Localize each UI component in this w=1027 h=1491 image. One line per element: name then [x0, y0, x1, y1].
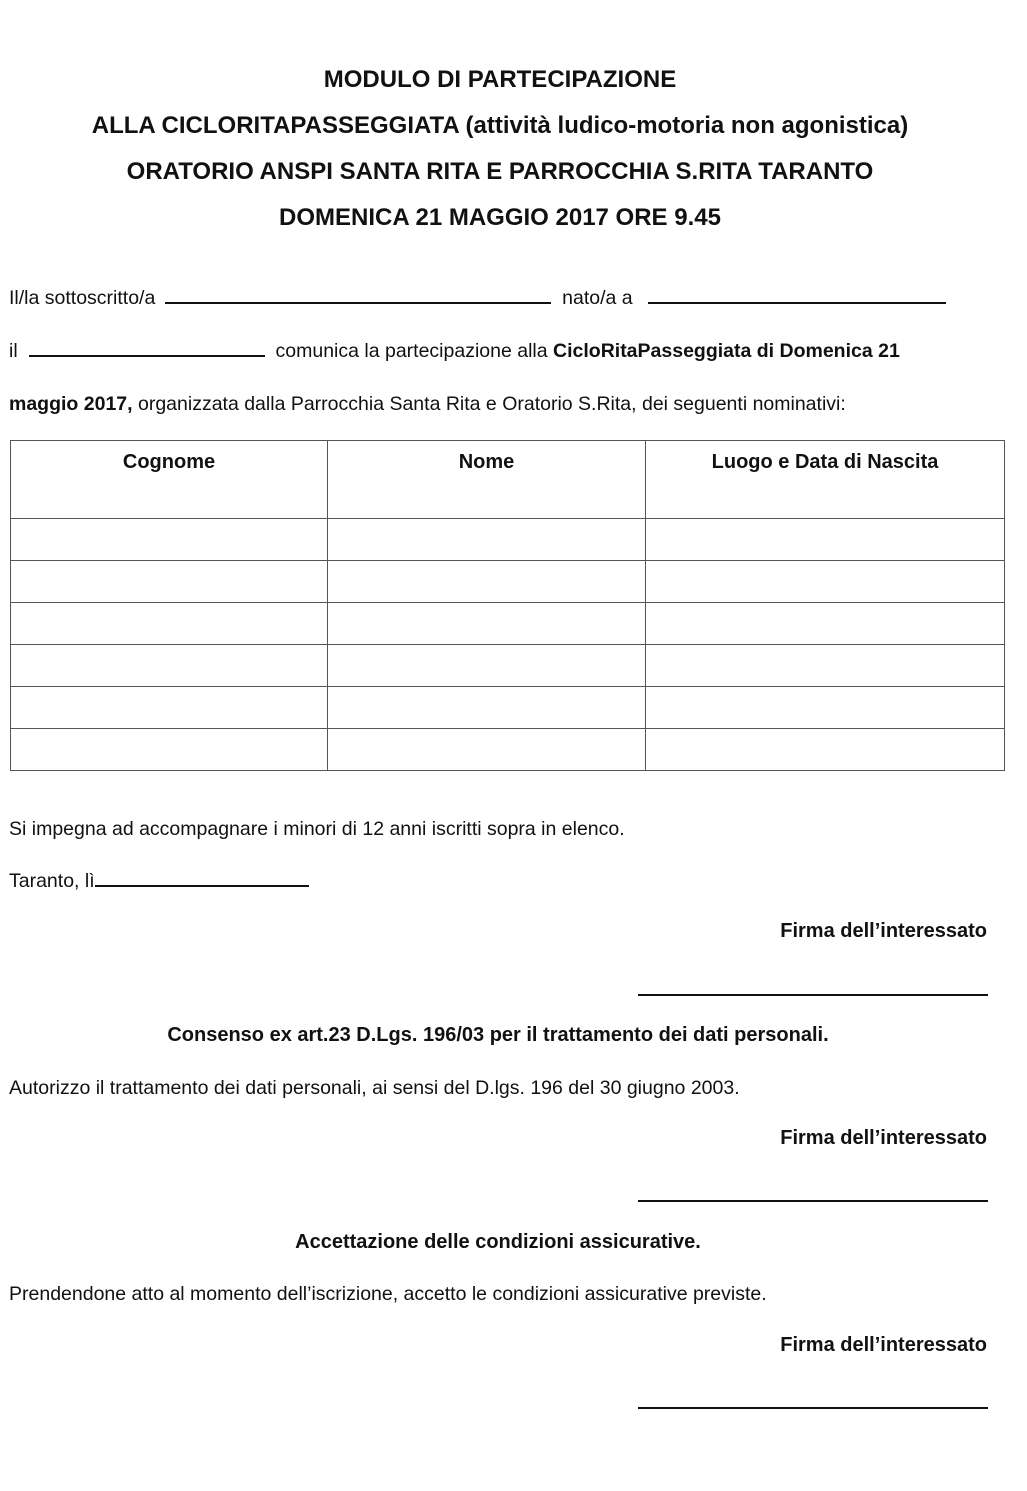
comunica-text: comunica la partecipazione alla — [275, 340, 548, 362]
nome-cell[interactable] — [328, 561, 646, 603]
signature-label-1: Firma dell’interessato — [780, 920, 987, 942]
column-header-luogo-data: Luogo e Data di Nascita — [646, 441, 1005, 519]
column-header-cognome: Cognome — [11, 441, 328, 519]
cognome-cell[interactable] — [11, 687, 328, 729]
intro-line-2 — [9, 340, 900, 363]
taranto-line — [9, 870, 309, 893]
signature-line-2[interactable] — [638, 1200, 988, 1202]
event-name: CicloRitaPasseggiata di Domenica 21 — [553, 340, 900, 362]
taranto-label: Taranto, lì — [9, 870, 95, 892]
table-row — [11, 687, 1005, 729]
organizzata-text: organizzata dalla Parrocchia Santa Rita e Oratorio S.Rita, dei seguenti nominativi: — [137, 393, 846, 415]
participants-table — [10, 440, 1005, 771]
impegno-text: Si impegna ad accompagnare i minori di 12 anni iscritti sopra in elenco. — [9, 818, 625, 840]
event-title: ALLA CICLORITAPASSEGGIATA (attività ludico-motoria non agonistica) — [91, 112, 909, 139]
nome-cell[interactable] — [328, 687, 646, 729]
luogo-data-cell[interactable] — [646, 561, 1005, 603]
table-row — [11, 519, 1005, 561]
organizer-title: ORATORIO ANSPI SANTA RITA E PARROCCHIA S.RITA TARANTO — [126, 158, 874, 185]
cognome-cell[interactable] — [11, 645, 328, 687]
sottoscritto-field[interactable] — [165, 301, 551, 304]
nome-cell[interactable] — [328, 519, 646, 561]
consenso-text: Autorizzo il trattamento dei dati personali, ai sensi del D.lgs. 196 del 30 giugno 2003. — [9, 1077, 740, 1099]
intro-line-3 — [9, 393, 846, 416]
event-date: maggio 2017, — [9, 393, 133, 415]
table-row — [11, 603, 1005, 645]
nome-cell[interactable] — [328, 729, 646, 771]
table-row — [11, 645, 1005, 687]
event-date-title: DOMENICA 21 MAGGIO 2017 ORE 9.45 — [279, 204, 721, 231]
luogo-data-cell[interactable] — [646, 645, 1005, 687]
nato-label: nato/a a — [562, 287, 633, 309]
form-title: MODULO DI PARTECIPAZIONE — [323, 66, 677, 93]
accettazione-title: Accettazione delle condizioni assicurative. — [295, 1231, 701, 1253]
table-header-row — [11, 441, 1005, 519]
intro-line-1 — [9, 287, 946, 310]
signature-label-3: Firma dell’interessato — [780, 1334, 987, 1356]
luogo-data-cell[interactable] — [646, 729, 1005, 771]
table-row — [11, 561, 1005, 603]
il-label: il — [9, 340, 18, 362]
nome-cell[interactable] — [328, 603, 646, 645]
taranto-date-field[interactable] — [95, 884, 309, 887]
sottoscritto-label: Il/la sottoscritto/a — [9, 287, 156, 309]
luogo-data-cell[interactable] — [646, 519, 1005, 561]
cognome-cell[interactable] — [11, 603, 328, 645]
table-row — [11, 729, 1005, 771]
column-header-nome: Nome — [328, 441, 646, 519]
cognome-cell[interactable] — [11, 729, 328, 771]
date-field[interactable] — [29, 354, 265, 357]
signature-line-1[interactable] — [638, 994, 988, 996]
nato-field[interactable] — [648, 301, 946, 304]
luogo-data-cell[interactable] — [646, 603, 1005, 645]
consenso-title: Consenso ex art.23 D.Lgs. 196/03 per il trattamento dei dati personali. — [167, 1024, 829, 1046]
nome-cell[interactable] — [328, 645, 646, 687]
luogo-data-cell[interactable] — [646, 687, 1005, 729]
signature-label-2: Firma dell’interessato — [780, 1127, 987, 1149]
cognome-cell[interactable] — [11, 519, 328, 561]
signature-line-3[interactable] — [638, 1407, 988, 1409]
cognome-cell[interactable] — [11, 561, 328, 603]
accettazione-text: Prendendone atto al momento dell’iscrizione, accetto le condizioni assicurative previste. — [9, 1283, 767, 1305]
